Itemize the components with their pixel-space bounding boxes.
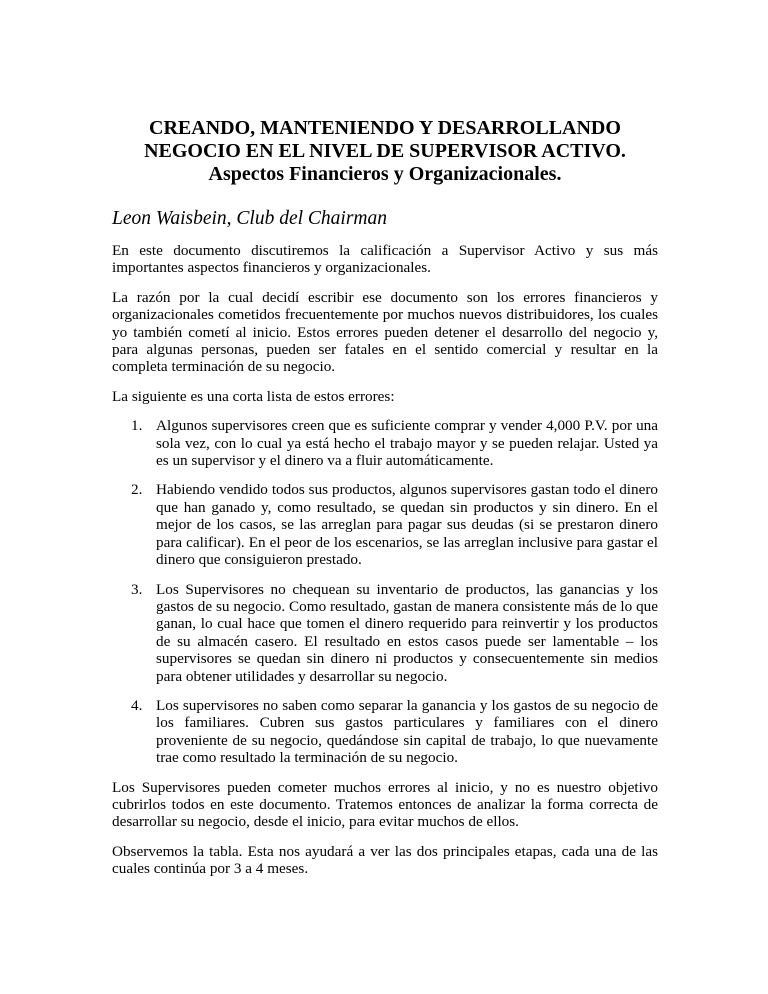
list-item: [112, 417, 658, 469]
closing-paragraph: Los Supervisores pueden cometer muchos errores al inicio, y no es nuestro objetivo cubrirlos todos en este documento. Tratemos entonces de analizar la forma correcta de desarrollar su negocio, desde el inicio, para evitar muchos de ellos.: [112, 778, 658, 831]
table-intro-paragraph: Observemos la tabla. Esta nos ayudará a ver las dos principales etapas, cada una de las cuales continúa por 3 a 4 meses.: [112, 842, 658, 878]
list-item-number: 4.: [131, 696, 143, 714]
errors-list: [112, 417, 658, 766]
intro-paragraph: En este documento discutiremos la calificación a Supervisor Activo y sus más importantes aspectos financieros y organizacionales.: [112, 242, 658, 277]
reason-paragraph: La razón por la cual decidí escribir ese documento son los errores financieros y organizacionales cometidos frecuentemente por muchos nuevos distribuidores, los cuales yo también cometí al inicio. Estos errores pueden detener el desarrollo del negocio y, para algunas personas, pueden ser fatales en el sentido comercial y resultar en la completa terminación de su negocio.: [112, 288, 658, 376]
document-title: [112, 117, 658, 163]
list-item: [112, 581, 658, 685]
list-item-number: 2.: [131, 481, 143, 499]
list-item-text: Los supervisores no saben como separar la ganancia y los gastos de su negocio de los familiares. Cubren sus gastos particulares y familiares con el dinero proveniente de su negocio, quedándose sin capital de trabajo, lo que nuevamente trae como resultado la terminación de su negocio.: [156, 696, 658, 767]
list-intro-paragraph: La siguiente es una corta lista de estos errores:: [112, 387, 395, 405]
author-line: Leon Waisbein, Club del Chairman: [112, 208, 387, 229]
list-item-text: Algunos supervisores creen que es suficiente comprar y vender 4,000 P.V. por una sola vez, con lo cual ya está hecho el trabajo mayor y se pueden relajar. Usted ya es un supervisor y el dinero va a fluir automáticamente.: [156, 417, 658, 470]
list-item-number: 3.: [131, 580, 143, 598]
document-subtitle: Aspectos Financieros y Organizacionales.: [208, 163, 562, 185]
title-line-2: NEGOCIO EN EL NIVEL DE SUPERVISOR ACTIVO.: [144, 140, 626, 162]
list-item-text: Habiendo vendido todos sus productos, algunos supervisores gastan todo el dinero que han ganado y, como resultado, se quedan sin productos y sin dinero. En el mejor de los casos, se las arreglan para pagar sus deudas (si se prestaron dinero para calificar). En el peor de los escenarios, se las arreglan inclusive para gastar el dinero que consiguieron prestado.: [156, 481, 658, 569]
list-item-text: Los Supervisores no chequean su inventario de productos, las ganancias y los gastos de su negocio. Como resultado, gastan de manera consistente más de lo que ganan, lo cual hace que tomen el dinero requerido para reinvertir y los productos de su almacén casero. El resultado en estos casos puede ser lamentable – los supervisores se quedan sin dinero ni productos y consecuentemente sin medios para obtener utilidades y desarrollar su negocio.: [156, 580, 658, 685]
document-page: [112, 117, 658, 890]
title-line-1: CREANDO, MANTENIENDO Y DESARROLLANDO: [149, 117, 621, 139]
list-item: [112, 697, 658, 767]
list-item: [112, 481, 658, 568]
list-item-number: 1.: [131, 417, 143, 435]
